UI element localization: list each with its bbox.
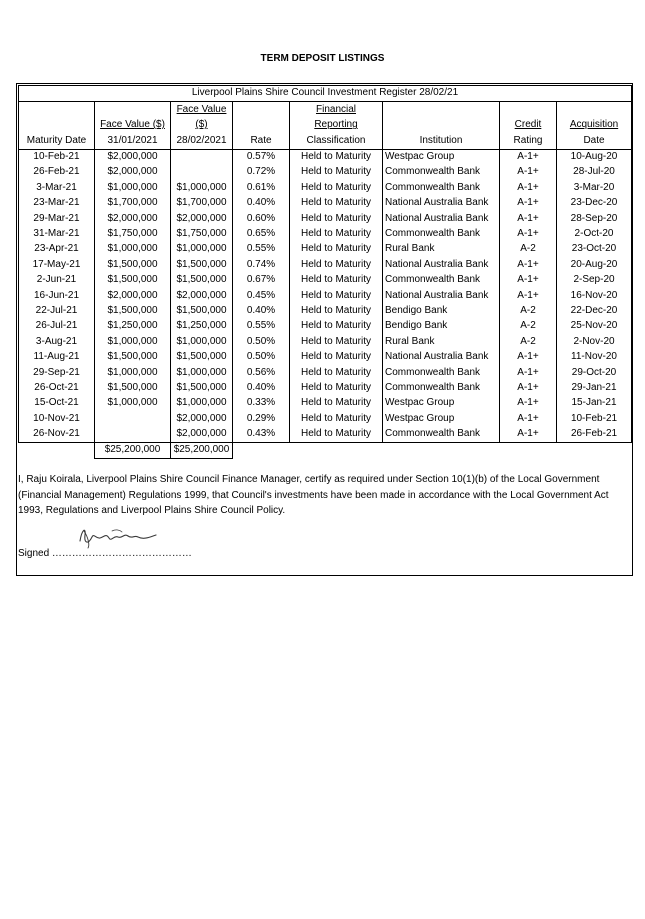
rate-cell: 0.74%	[233, 257, 290, 272]
credit-rating-cell: A-1+	[500, 288, 557, 303]
totals-empty-cell	[557, 442, 632, 458]
maturity-date-cell: 10-Nov-21	[19, 411, 95, 426]
table-row	[19, 242, 632, 257]
classification-cell: Held to Maturity	[290, 211, 383, 226]
maturity-date-cell: 22-Jul-21	[19, 303, 95, 318]
rate-cell: 0.29%	[233, 411, 290, 426]
institution-cell: National Australia Bank	[383, 350, 500, 365]
face-value-feb-cell	[171, 149, 233, 165]
total-face-value-feb: $25,200,000	[171, 442, 233, 458]
face-value-jan-cell	[95, 411, 171, 426]
credit-rating-cell: A-1+	[500, 227, 557, 242]
header-row-2	[19, 118, 632, 133]
face-value-feb-cell: $1,000,000	[171, 365, 233, 380]
acquisition-date-cell: 26-Feb-21	[557, 427, 632, 443]
table-row	[19, 227, 632, 242]
face-value-feb-cell: $2,000,000	[171, 211, 233, 226]
credit-rating-cell: A-1+	[500, 273, 557, 288]
acquisition-date-cell: 28-Sep-20	[557, 211, 632, 226]
header-acquisition-3: Date	[557, 133, 632, 149]
acquisition-date-cell: 2-Sep-20	[557, 273, 632, 288]
header-face-feb-2: ($)	[171, 118, 233, 133]
header-maturity-2	[19, 118, 95, 133]
face-value-jan-cell	[95, 427, 171, 443]
rate-cell: 0.50%	[233, 350, 290, 365]
table-row	[19, 365, 632, 380]
acquisition-date-cell: 2-Oct-20	[557, 227, 632, 242]
header-classification-1: Financial	[290, 102, 383, 118]
classification-cell: Held to Maturity	[290, 196, 383, 211]
face-value-jan-cell: $1,000,000	[95, 334, 171, 349]
rate-cell: 0.61%	[233, 180, 290, 195]
face-value-jan-cell: $2,000,000	[95, 149, 171, 165]
header-face-jan-2: Face Value ($)	[95, 118, 171, 133]
totals-row	[19, 442, 632, 458]
face-value-feb-cell: $1,500,000	[171, 350, 233, 365]
maturity-date-cell: 2-Jun-21	[19, 273, 95, 288]
acquisition-date-cell: 3-Mar-20	[557, 180, 632, 195]
institution-cell: Westpac Group	[383, 396, 500, 411]
face-value-jan-cell: $1,000,000	[95, 180, 171, 195]
credit-rating-cell: A-1+	[500, 350, 557, 365]
face-value-jan-cell: $1,500,000	[95, 380, 171, 395]
header-row-1	[19, 102, 632, 118]
signature-line: Signed ……………………………………	[18, 548, 192, 559]
table-row	[19, 380, 632, 395]
register-caption: Liverpool Plains Shire Council Investment Register 28/02/21	[19, 86, 632, 102]
face-value-feb-cell: $1,500,000	[171, 303, 233, 318]
institution-cell: Commonwealth Bank	[383, 165, 500, 180]
face-value-feb-cell: $1,500,000	[171, 273, 233, 288]
acquisition-date-cell: 20-Aug-20	[557, 257, 632, 272]
table-row	[19, 257, 632, 272]
maturity-date-cell: 23-Apr-21	[19, 242, 95, 257]
face-value-jan-cell: $1,500,000	[95, 273, 171, 288]
table-row	[19, 288, 632, 303]
header-rating-1	[500, 102, 557, 118]
table-row	[19, 396, 632, 411]
rate-cell: 0.50%	[233, 334, 290, 349]
acquisition-date-cell: 28-Jul-20	[557, 165, 632, 180]
institution-cell: Commonwealth Bank	[383, 180, 500, 195]
classification-cell: Held to Maturity	[290, 288, 383, 303]
maturity-date-cell: 3-Aug-21	[19, 334, 95, 349]
maturity-date-cell: 16-Jun-21	[19, 288, 95, 303]
rate-cell: 0.40%	[233, 303, 290, 318]
classification-cell: Held to Maturity	[290, 165, 383, 180]
rate-cell: 0.57%	[233, 149, 290, 165]
acquisition-date-cell: 29-Jan-21	[557, 380, 632, 395]
acquisition-date-cell: 22-Dec-20	[557, 303, 632, 318]
maturity-date-cell: 23-Mar-21	[19, 196, 95, 211]
acquisition-date-cell: 10-Feb-21	[557, 411, 632, 426]
acquisition-date-cell: 29-Oct-20	[557, 365, 632, 380]
classification-cell: Held to Maturity	[290, 427, 383, 443]
header-maturity-3: Maturity Date	[19, 133, 95, 149]
rate-cell: 0.40%	[233, 380, 290, 395]
face-value-jan-cell: $1,250,000	[95, 319, 171, 334]
header-institution-1	[383, 102, 500, 118]
table-row	[19, 211, 632, 226]
classification-cell: Held to Maturity	[290, 257, 383, 272]
maturity-date-cell: 26-Oct-21	[19, 380, 95, 395]
maturity-date-cell: 11-Aug-21	[19, 350, 95, 365]
credit-rating-cell: A-2	[500, 319, 557, 334]
face-value-feb-cell: $1,000,000	[171, 334, 233, 349]
institution-cell: Westpac Group	[383, 411, 500, 426]
institution-cell: National Australia Bank	[383, 196, 500, 211]
rate-cell: 0.72%	[233, 165, 290, 180]
institution-cell: Commonwealth Bank	[383, 380, 500, 395]
classification-cell: Held to Maturity	[290, 365, 383, 380]
document-title: TERM DEPOSIT LISTINGS	[260, 53, 385, 64]
face-value-feb-cell: $1,000,000	[171, 180, 233, 195]
classification-cell: Held to Maturity	[290, 303, 383, 318]
face-value-feb-cell: $2,000,000	[171, 411, 233, 426]
credit-rating-cell: A-1+	[500, 196, 557, 211]
institution-cell: National Australia Bank	[383, 257, 500, 272]
table-row	[19, 427, 632, 443]
header-face-feb-1: Face Value	[171, 102, 233, 118]
institution-cell: Rural Bank	[383, 242, 500, 257]
table-row	[19, 334, 632, 349]
certification-statement: I, Raju Koirala, Liverpool Plains Shire Council Finance Manager, certify as required under Section 10(1)(b) of the Local Government (Financial Management) Regulations 1999, that Council's investments have been made in accordance with the Local Government Act 1993, Regulations and Liverpool Plains Shire Council Policy.	[18, 474, 609, 516]
maturity-date-cell: 26-Feb-21	[19, 165, 95, 180]
maturity-date-cell: 29-Mar-21	[19, 211, 95, 226]
credit-rating-cell: A-2	[500, 303, 557, 318]
classification-cell: Held to Maturity	[290, 334, 383, 349]
face-value-jan-cell: $1,500,000	[95, 350, 171, 365]
face-value-jan-cell: $1,000,000	[95, 365, 171, 380]
classification-cell: Held to Maturity	[290, 411, 383, 426]
institution-cell: Commonwealth Bank	[383, 365, 500, 380]
credit-rating-cell: A-1+	[500, 211, 557, 226]
credit-rating-cell: A-1+	[500, 180, 557, 195]
header-rating-3: Rating	[500, 133, 557, 149]
acquisition-date-cell: 10-Aug-20	[557, 149, 632, 165]
header-classification-3: Classification	[290, 133, 383, 149]
credit-rating-cell: A-1+	[500, 365, 557, 380]
rate-cell: 0.67%	[233, 273, 290, 288]
credit-rating-cell: A-1+	[500, 165, 557, 180]
investment-register-table	[18, 85, 632, 459]
maturity-date-cell: 10-Feb-21	[19, 149, 95, 165]
credit-rating-cell: A-1+	[500, 396, 557, 411]
maturity-date-cell: 29-Sep-21	[19, 365, 95, 380]
maturity-date-cell: 31-Mar-21	[19, 227, 95, 242]
credit-rating-cell: A-2	[500, 242, 557, 257]
institution-cell: Bendigo Bank	[383, 319, 500, 334]
face-value-feb-cell: $1,750,000	[171, 227, 233, 242]
acquisition-date-cell: 2-Nov-20	[557, 334, 632, 349]
credit-rating-cell: A-1+	[500, 380, 557, 395]
table-row	[19, 180, 632, 195]
table-row	[19, 350, 632, 365]
rate-cell: 0.43%	[233, 427, 290, 443]
institution-cell: Rural Bank	[383, 334, 500, 349]
table-row	[19, 273, 632, 288]
header-acquisition-2: Acquisition	[557, 118, 632, 133]
face-value-jan-cell: $1,000,000	[95, 242, 171, 257]
rate-cell: 0.55%	[233, 319, 290, 334]
header-face-jan-3: 31/01/2021	[95, 133, 171, 149]
classification-cell: Held to Maturity	[290, 396, 383, 411]
header-institution-2	[383, 118, 500, 133]
face-value-jan-cell: $2,000,000	[95, 211, 171, 226]
totals-empty-cell	[383, 442, 500, 458]
totals-empty-cell	[19, 442, 95, 458]
credit-rating-cell: A-1+	[500, 257, 557, 272]
classification-cell: Held to Maturity	[290, 242, 383, 257]
face-value-jan-cell: $1,500,000	[95, 303, 171, 318]
face-value-feb-cell	[171, 165, 233, 180]
header-rate-1	[233, 102, 290, 118]
rate-cell: 0.33%	[233, 396, 290, 411]
acquisition-date-cell: 23-Oct-20	[557, 242, 632, 257]
classification-cell: Held to Maturity	[290, 273, 383, 288]
credit-rating-cell: A-1+	[500, 411, 557, 426]
credit-rating-cell: A-2	[500, 334, 557, 349]
totals-empty-cell	[500, 442, 557, 458]
institution-cell: Commonwealth Bank	[383, 427, 500, 443]
credit-rating-cell: A-1+	[500, 427, 557, 443]
credit-rating-cell: A-1+	[500, 149, 557, 165]
acquisition-date-cell: 23-Dec-20	[557, 196, 632, 211]
header-row-3	[19, 133, 632, 149]
acquisition-date-cell: 15-Jan-21	[557, 396, 632, 411]
rate-cell: 0.55%	[233, 242, 290, 257]
face-value-feb-cell: $1,000,000	[171, 242, 233, 257]
maturity-date-cell: 26-Jul-21	[19, 319, 95, 334]
classification-cell: Held to Maturity	[290, 350, 383, 365]
institution-cell: National Australia Bank	[383, 211, 500, 226]
register-caption-row	[19, 86, 632, 102]
face-value-feb-cell: $1,250,000	[171, 319, 233, 334]
acquisition-date-cell: 25-Nov-20	[557, 319, 632, 334]
header-acquisition-1	[557, 102, 632, 118]
header-maturity-1	[19, 102, 95, 118]
classification-cell: Held to Maturity	[290, 180, 383, 195]
table-row	[19, 165, 632, 180]
face-value-feb-cell: $1,500,000	[171, 380, 233, 395]
rate-cell: 0.40%	[233, 196, 290, 211]
face-value-jan-cell: $2,000,000	[95, 165, 171, 180]
handwritten-signature	[76, 523, 158, 551]
institution-cell: Westpac Group	[383, 149, 500, 165]
maturity-date-cell: 3-Mar-21	[19, 180, 95, 195]
totals-empty-cell	[290, 442, 383, 458]
rate-cell: 0.65%	[233, 227, 290, 242]
face-value-feb-cell: $1,000,000	[171, 396, 233, 411]
face-value-jan-cell: $1,000,000	[95, 396, 171, 411]
totals-empty-cell	[233, 442, 290, 458]
header-rating-2: Credit	[500, 118, 557, 133]
table-row	[19, 411, 632, 426]
header-rate-2	[233, 118, 290, 133]
face-value-jan-cell: $1,750,000	[95, 227, 171, 242]
table-row	[19, 303, 632, 318]
classification-cell: Held to Maturity	[290, 380, 383, 395]
header-face-feb-3: 28/02/2021	[171, 133, 233, 149]
table-row	[19, 149, 632, 165]
acquisition-date-cell: 11-Nov-20	[557, 350, 632, 365]
header-rate-3: Rate	[233, 133, 290, 149]
institution-cell: Commonwealth Bank	[383, 227, 500, 242]
table-row	[19, 196, 632, 211]
institution-cell: National Australia Bank	[383, 288, 500, 303]
header-institution-3: Institution	[383, 133, 500, 149]
face-value-feb-cell: $1,700,000	[171, 196, 233, 211]
table-row	[19, 319, 632, 334]
rate-cell: 0.45%	[233, 288, 290, 303]
classification-cell: Held to Maturity	[290, 319, 383, 334]
header-face-jan-1	[95, 102, 171, 118]
total-face-value-jan: $25,200,000	[95, 442, 171, 458]
face-value-feb-cell: $2,000,000	[171, 288, 233, 303]
institution-cell: Commonwealth Bank	[383, 273, 500, 288]
header-classification-2: Reporting	[290, 118, 383, 133]
maturity-date-cell: 15-Oct-21	[19, 396, 95, 411]
maturity-date-cell: 17-May-21	[19, 257, 95, 272]
classification-cell: Held to Maturity	[290, 149, 383, 165]
institution-cell: Bendigo Bank	[383, 303, 500, 318]
face-value-jan-cell: $1,500,000	[95, 257, 171, 272]
face-value-jan-cell: $1,700,000	[95, 196, 171, 211]
face-value-jan-cell: $2,000,000	[95, 288, 171, 303]
classification-cell: Held to Maturity	[290, 227, 383, 242]
face-value-feb-cell: $2,000,000	[171, 427, 233, 443]
maturity-date-cell: 26-Nov-21	[19, 427, 95, 443]
rate-cell: 0.56%	[233, 365, 290, 380]
acquisition-date-cell: 16-Nov-20	[557, 288, 632, 303]
rate-cell: 0.60%	[233, 211, 290, 226]
face-value-feb-cell: $1,500,000	[171, 257, 233, 272]
